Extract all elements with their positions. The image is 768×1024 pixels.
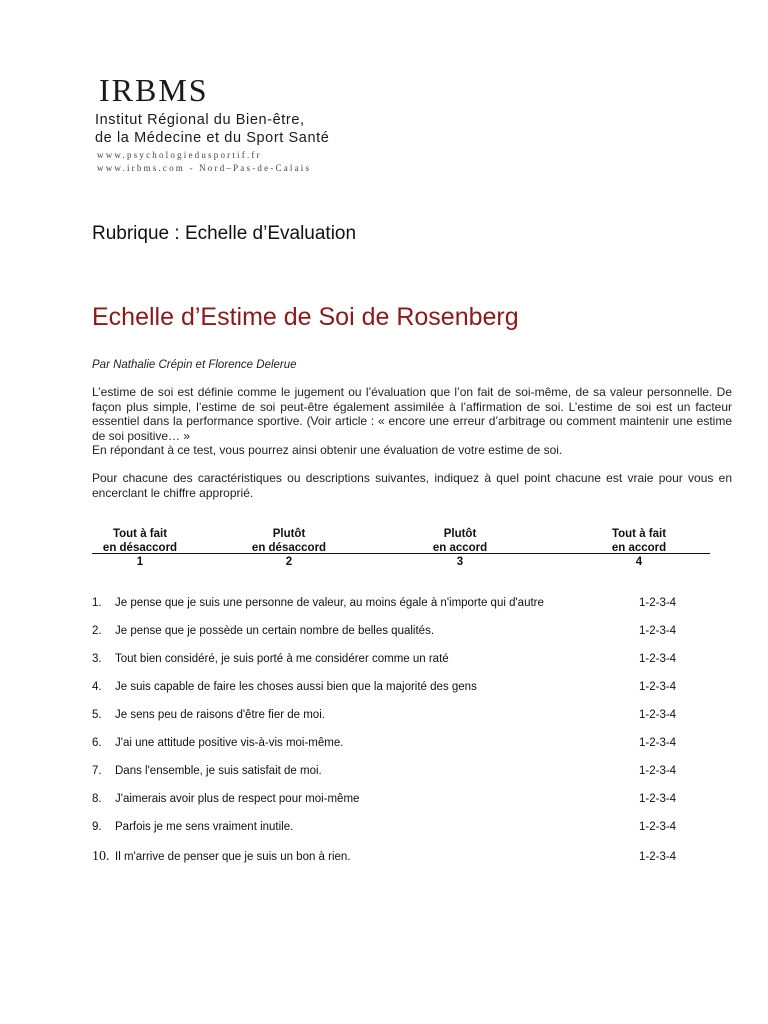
- scale-option-line1: Tout à fait: [611, 528, 667, 540]
- question-text: Il m'arrive de penser que je suis un bon à rien.: [115, 851, 351, 863]
- intro-paragraph-2: En répondant à ce test, vous pourrez ainsi obtenir une évaluation de votre estime de soi.: [92, 443, 563, 457]
- scale-option-4: [579, 527, 699, 569]
- answer-scale[interactable]: 1-2-3-4: [639, 851, 677, 863]
- scale-option-number: 4: [635, 556, 643, 568]
- question-item: [92, 709, 712, 725]
- question-item: [92, 681, 712, 697]
- question-text: Parfois je me sens vraiment inutile.: [115, 821, 294, 833]
- question-text: J'aimerais avoir plus de respect pour moi-même: [115, 793, 360, 805]
- scale-option-number: 1: [136, 556, 144, 568]
- question-number: 6.: [92, 737, 102, 749]
- question-number: 9.: [92, 821, 102, 833]
- scale-option-line1: Plutôt: [443, 528, 477, 540]
- answer-scale[interactable]: 1-2-3-4: [639, 737, 677, 749]
- question-number: 8.: [92, 793, 102, 805]
- rubric-heading: Rubrique : Echelle d’Evaluation: [92, 223, 357, 244]
- question-item: [92, 765, 712, 781]
- page-title: Echelle d’Estime de Soi de Rosenberg: [92, 303, 519, 331]
- intro-text: [92, 385, 732, 458]
- instructions-text: Pour chacune des caractéristiques ou descriptions suivantes, indiquez à quel point chacune est vraie pour vous en encerclant le chiffre approprié.: [92, 471, 732, 500]
- answer-scale[interactable]: 1-2-3-4: [639, 597, 677, 609]
- scale-option-2: [229, 527, 349, 569]
- answer-scale[interactable]: 1-2-3-4: [639, 681, 677, 693]
- question-number: 4.: [92, 681, 102, 693]
- question-text: Je pense que je possède un certain nombre de belles qualités.: [115, 625, 435, 637]
- scale-option-line2: en désaccord: [251, 542, 327, 554]
- scale-divider: [92, 553, 710, 554]
- question-text: Je pense que je suis une personne de valeur, au moins égale à n'importe qui d'autre: [115, 597, 544, 609]
- question-text: Dans l'ensemble, je suis satisfait de moi.: [115, 765, 322, 777]
- brand-logo: IRBMS: [99, 72, 209, 108]
- scale-option-3: [400, 527, 520, 569]
- scale-option-line2: en accord: [611, 542, 667, 554]
- authors-line: Par Nathalie Crépin et Florence Delerue: [92, 359, 297, 371]
- institute-name-line1: Institut Régional du Bien-être,: [95, 112, 305, 128]
- scale-option-line2: en accord: [432, 542, 488, 554]
- scale-option-line1: Plutôt: [272, 528, 306, 540]
- scale-option-line2: en désaccord: [102, 542, 178, 554]
- question-number: 1.: [92, 597, 102, 609]
- question-number: 2.: [92, 625, 102, 637]
- answer-scale[interactable]: 1-2-3-4: [639, 709, 677, 721]
- question-number: 5.: [92, 709, 102, 721]
- question-item: [92, 851, 712, 867]
- intro-paragraph-1: L’estime de soi est définie comme le jugement ou l’évaluation que l’on fait de soi-même, de sa valeur personnelle. De façon plus simple, l’estime de soi peut-être également assimilée à l’affirmation de soi. L’estime de soi est un facteur essentiel dans la performance sportive. (Voir article : « encore une erreur d’arbitrage ou comment maintenir une estime de soi positive… »: [92, 385, 732, 443]
- scale-option-1: [80, 527, 200, 569]
- answer-scale[interactable]: 1-2-3-4: [639, 793, 677, 805]
- question-number: 10.: [92, 849, 110, 864]
- question-text: J'ai une attitude positive vis-à-vis moi-même.: [115, 737, 344, 749]
- question-item: [92, 653, 712, 669]
- question-number: 7.: [92, 765, 102, 777]
- question-item: [92, 737, 712, 753]
- scale-option-number: 3: [456, 556, 464, 568]
- question-text: Tout bien considéré, je suis porté à me considérer comme un raté: [115, 653, 449, 665]
- question-item: [92, 793, 712, 809]
- answer-scale[interactable]: 1-2-3-4: [639, 653, 677, 665]
- scale-option-number: 2: [285, 556, 293, 568]
- question-item: [92, 625, 712, 641]
- question-number: 3.: [92, 653, 102, 665]
- answer-scale[interactable]: 1-2-3-4: [639, 821, 677, 833]
- question-text: Je suis capable de faire les choses aussi bien que la majorité des gens: [115, 681, 477, 693]
- scale-option-line1: Tout à fait: [112, 528, 168, 540]
- answer-scale[interactable]: 1-2-3-4: [639, 765, 677, 777]
- website-link-1[interactable]: www.psychologiedusportif.fr: [97, 150, 262, 160]
- question-item: [92, 597, 712, 613]
- question-item: [92, 821, 712, 837]
- answer-scale[interactable]: 1-2-3-4: [639, 625, 677, 637]
- website-link-2[interactable]: www.irbms.com - Nord–Pas-de-Calais: [97, 163, 312, 173]
- question-text: Je sens peu de raisons d'être fier de moi.: [115, 709, 325, 721]
- institute-name-line2: de la Médecine et du Sport Santé: [95, 130, 330, 146]
